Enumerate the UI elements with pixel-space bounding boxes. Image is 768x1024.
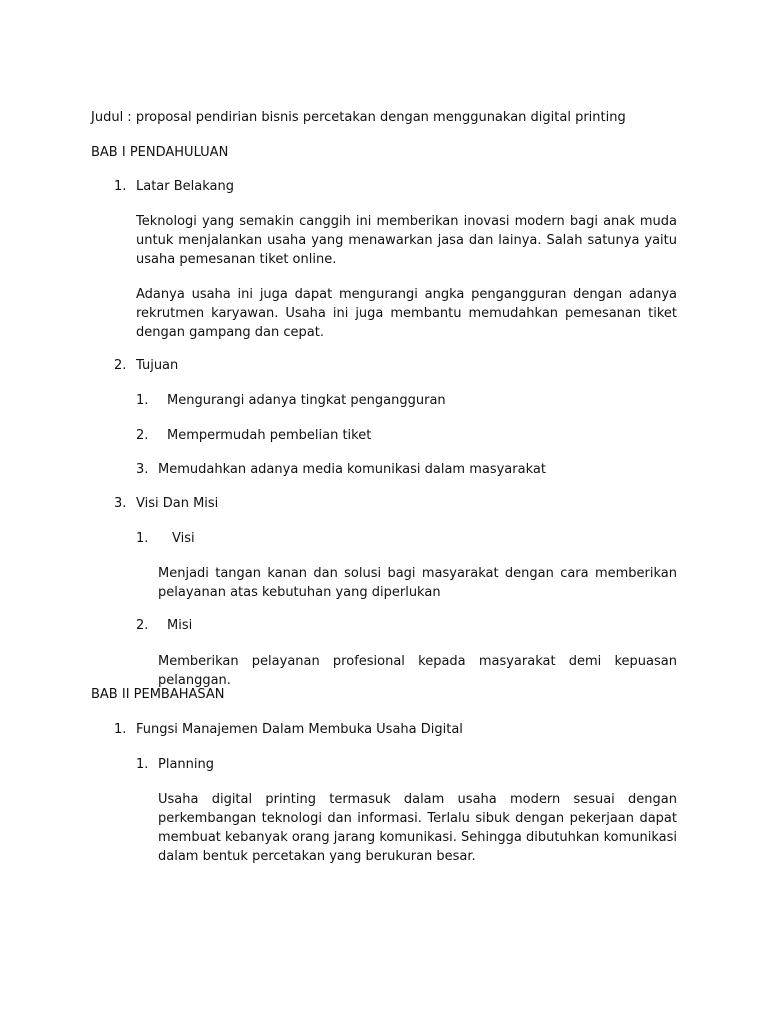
bab1-heading: BAB I PENDAHULUAN — [91, 145, 229, 160]
subsection-title-visi: Visi — [172, 531, 195, 546]
subsection-number: 1. — [136, 531, 149, 546]
section-number: 2. — [114, 358, 127, 373]
paragraph-latar-belakang-2: Adanya usaha ini juga dapat mengurangi angka pengangguran dengan adanya rekrutmen karyawan. Usaha ini juga membantu memudahkan pemesanan tiket dengan gampang dan cepat. — [136, 287, 677, 340]
section-number: 1. — [114, 179, 127, 194]
bab2-heading: BAB II PEMBAHASAN — [91, 687, 225, 702]
section-number: 3. — [114, 496, 127, 511]
list-item: Mempermudah pembelian tiket — [167, 428, 372, 443]
section-title-visi-misi: Visi Dan Misi — [136, 496, 219, 511]
subsection-number: 1. — [136, 757, 149, 772]
section-title-tujuan: Tujuan — [136, 358, 179, 373]
subsection-title-planning: Planning — [158, 757, 214, 772]
section-title-latar-belakang: Latar Belakang — [136, 179, 235, 194]
list-item: Mengurangi adanya tingkat pengangguran — [167, 393, 446, 408]
list-item-number: 2. — [136, 428, 149, 443]
section-number: 1. — [114, 722, 127, 737]
section-title-fungsi-manajemen: Fungsi Manajemen Dalam Membuka Usaha Digital — [136, 722, 463, 737]
subsection-title-misi: Misi — [167, 618, 193, 633]
subsection-number: 2. — [136, 618, 149, 633]
list-item: Memudahkan adanya media komunikasi dalam masyarakat — [158, 462, 546, 477]
paragraph-planning: Usaha digital printing termasuk dalam usaha modern sesuai dengan perkembangan teknologi dan informasi. Terlalu sibuk dengan pekerjaan dapat membuat kebanyak orang jarang komunikasi. Sehingga dibutuhkan komunikasi dalam bentuk percetakan yang berukuran besar. — [158, 792, 677, 864]
list-item-number: 1. — [136, 393, 149, 408]
document-title: Judul : proposal pendirian bisnis percetakan dengan menggunakan digital printing — [91, 110, 626, 125]
paragraph-misi: Memberikan pelayanan profesional kepada masyarakat demi kepuasan pelanggan. — [158, 654, 677, 688]
paragraph-visi: Menjadi tangan kanan dan solusi bagi masyarakat dengan cara memberikan pelayanan atas kebutuhan yang diperlukan — [158, 566, 677, 600]
list-item-number: 3. — [136, 462, 149, 477]
paragraph-latar-belakang-1: Teknologi yang semakin canggih ini memberikan inovasi modern bagi anak muda untuk menjalankan usaha yang menawarkan jasa dan lainya. Salah satunya yaitu usaha pemesanan tiket online. — [136, 214, 677, 267]
